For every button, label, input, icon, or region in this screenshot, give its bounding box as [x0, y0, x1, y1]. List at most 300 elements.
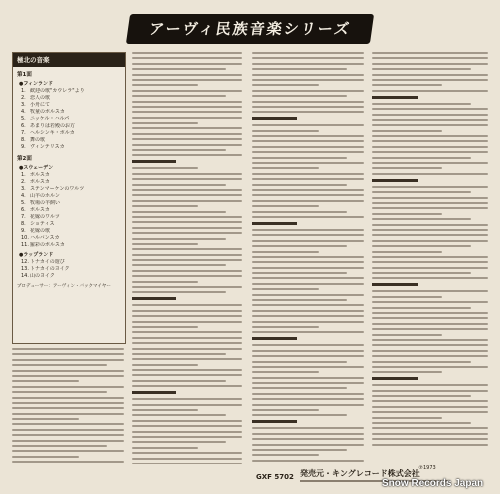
text-line — [252, 272, 347, 274]
track-title: 花嫁の歌 — [30, 228, 51, 234]
text-line — [252, 95, 347, 97]
text-line — [132, 95, 226, 97]
text-line — [132, 385, 242, 387]
side-label: 第1面 — [17, 72, 32, 78]
text-line — [372, 213, 442, 215]
seller-watermark: Snow Records Japan — [382, 478, 484, 489]
track-item — [21, 228, 125, 235]
text-line — [132, 211, 226, 213]
text-line — [132, 291, 226, 293]
text-line — [132, 321, 242, 323]
text-line — [132, 348, 242, 350]
track-item — [21, 235, 125, 242]
text-line — [372, 261, 488, 263]
track-number: 8. — [21, 137, 26, 143]
section-heading-mark — [372, 179, 418, 182]
text-line — [132, 138, 242, 140]
text-line — [132, 74, 242, 76]
text-line — [132, 436, 242, 438]
track-item — [21, 193, 125, 200]
text-line — [132, 441, 226, 443]
text-line — [372, 417, 442, 419]
text-line — [132, 63, 242, 65]
track-number: 9. — [21, 228, 26, 234]
text-line — [372, 162, 488, 164]
track-number: 4. — [21, 193, 26, 199]
text-line — [132, 248, 242, 250]
text-line — [372, 328, 488, 330]
notes-column-4 — [372, 52, 488, 448]
text-line — [132, 101, 242, 103]
text-line — [372, 277, 488, 279]
text-line — [252, 111, 364, 113]
text-line — [132, 122, 198, 124]
text-line — [132, 238, 226, 240]
text-line — [372, 218, 471, 220]
text-line — [12, 348, 124, 350]
text-line — [132, 409, 198, 411]
text-line — [252, 304, 364, 306]
text-line — [252, 283, 364, 285]
text-line — [252, 162, 364, 164]
track-item — [21, 214, 125, 221]
text-line — [132, 205, 198, 207]
text-line — [372, 296, 442, 298]
text-line — [372, 103, 471, 105]
text-line — [372, 334, 442, 336]
track-title: ポルスカ — [30, 179, 50, 185]
track-title: ショティス — [30, 221, 55, 227]
text-line — [12, 353, 124, 355]
track-title: ハルバンスカ — [30, 235, 60, 241]
track-item — [21, 109, 125, 116]
track-item — [21, 273, 125, 280]
text-line — [252, 344, 364, 346]
text-line — [132, 374, 242, 376]
text-line — [372, 344, 488, 346]
text-line — [132, 173, 242, 175]
track-item — [21, 207, 125, 214]
track-title: ニッケル・ハルパ — [30, 116, 70, 122]
text-line — [372, 146, 488, 148]
text-line — [252, 79, 364, 81]
track-number: 11. — [21, 242, 29, 248]
text-line — [12, 429, 124, 431]
track-number: 5. — [21, 200, 26, 206]
text-line — [372, 317, 488, 319]
section-heading-mark — [252, 420, 297, 423]
text-line — [132, 458, 242, 460]
text-line — [372, 63, 488, 65]
text-line — [372, 157, 471, 159]
track-number: 6. — [21, 207, 26, 213]
text-line — [372, 411, 488, 413]
track-number: 7. — [21, 130, 26, 136]
text-line — [252, 326, 319, 328]
text-line — [132, 127, 242, 129]
text-line — [252, 261, 364, 263]
track-item — [21, 123, 125, 130]
text-line — [132, 79, 242, 81]
text-line — [252, 194, 364, 196]
text-line — [252, 211, 347, 213]
text-line — [252, 393, 364, 395]
text-line — [372, 119, 488, 121]
track-number: 3. — [21, 102, 26, 108]
text-line — [132, 431, 242, 433]
text-line — [132, 133, 242, 135]
text-line — [12, 456, 79, 458]
text-line — [252, 205, 319, 207]
text-line — [12, 380, 79, 382]
track-number: 14. — [21, 273, 29, 279]
track-title: ヘルシンキ・ポルカ — [30, 130, 75, 136]
section-heading-mark — [372, 283, 418, 286]
text-line — [372, 197, 488, 199]
text-line — [372, 290, 488, 292]
track-title: ヴィンテリスカ — [30, 144, 65, 150]
text-line — [372, 301, 488, 303]
text-line — [372, 207, 488, 209]
track-item — [21, 259, 125, 266]
track-title: ポルスカ — [30, 172, 50, 178]
track-number: 8. — [21, 221, 26, 227]
text-line — [132, 184, 226, 186]
track-title: 山のヨイク — [30, 273, 55, 279]
text-line — [372, 79, 488, 81]
text-line — [12, 375, 124, 377]
text-line — [372, 371, 442, 373]
text-line — [252, 449, 347, 451]
text-line — [372, 84, 442, 86]
text-line — [12, 440, 124, 442]
producer-credit: プロデューサー：アーヴィン・バックマイヤー — [17, 284, 111, 289]
text-line — [252, 157, 347, 159]
text-line — [372, 307, 471, 309]
text-line — [132, 68, 226, 70]
series-title-banner: アーヴィ民族音楽シリーズ — [126, 14, 374, 44]
text-line — [132, 342, 242, 344]
text-line — [12, 418, 79, 420]
text-line — [252, 454, 319, 456]
section-heading-mark — [132, 160, 176, 163]
text-line — [252, 355, 364, 357]
text-line — [252, 299, 347, 301]
text-line — [132, 331, 242, 333]
track-title: トナカイの遊び — [30, 259, 65, 265]
text-line — [372, 350, 488, 352]
track-title: 山羊のホルン — [30, 193, 60, 199]
text-line — [252, 130, 319, 132]
text-line — [252, 240, 364, 242]
text-line — [372, 191, 471, 193]
text-line — [252, 101, 364, 103]
section-heading-mark — [372, 377, 418, 380]
track-item — [21, 266, 125, 273]
track-item — [21, 95, 125, 102]
track-item — [21, 200, 125, 207]
text-line — [372, 427, 488, 429]
text-line — [372, 74, 488, 76]
text-line — [132, 254, 242, 256]
text-line — [252, 433, 364, 435]
text-line — [132, 149, 226, 151]
text-line — [252, 444, 364, 446]
track-number: 2. — [21, 95, 26, 101]
text-line — [132, 286, 242, 288]
track-number: 1. — [21, 172, 26, 178]
text-line — [252, 63, 364, 65]
text-line — [132, 232, 242, 234]
text-line — [12, 391, 107, 393]
text-line — [372, 229, 488, 231]
tracklist-header: 極北の音楽 — [13, 53, 125, 67]
region-label: ●スウェーデン — [19, 165, 54, 171]
text-line — [372, 339, 488, 341]
track-title: 舞の歌 — [30, 137, 46, 143]
track-item — [21, 242, 125, 249]
track-number: 1. — [21, 88, 26, 94]
track-number: 2. — [21, 179, 26, 185]
text-line — [372, 124, 488, 126]
text-line — [252, 90, 364, 92]
text-line — [372, 57, 488, 59]
text-line — [372, 224, 488, 226]
text-line — [252, 178, 364, 180]
text-line — [132, 194, 242, 196]
text-line — [12, 402, 124, 404]
track-title: 花嫁のワルツ — [30, 214, 60, 220]
text-line — [372, 312, 488, 314]
track-item — [21, 102, 125, 109]
text-line — [252, 234, 364, 236]
text-line — [252, 387, 347, 389]
text-line — [132, 275, 242, 277]
text-line — [372, 395, 471, 397]
notes-column-3 — [252, 52, 364, 464]
text-line — [252, 409, 319, 411]
text-line — [132, 264, 226, 266]
text-line — [252, 106, 364, 108]
text-line — [252, 315, 364, 317]
text-line — [252, 404, 364, 406]
text-line — [252, 331, 364, 333]
track-number: 13. — [21, 266, 29, 272]
track-title: 歓迎の歌"カウレラ"より — [30, 88, 85, 94]
text-line — [252, 366, 364, 368]
text-line — [132, 154, 242, 156]
text-line — [132, 447, 198, 449]
text-line — [132, 353, 226, 355]
text-line — [252, 438, 364, 440]
text-line — [372, 245, 471, 247]
text-line — [132, 144, 242, 146]
text-line — [132, 315, 242, 317]
tracklist-box — [12, 52, 126, 344]
text-line — [252, 321, 364, 323]
text-line — [132, 369, 242, 371]
text-line — [372, 140, 488, 142]
text-line — [372, 251, 442, 253]
text-line — [12, 461, 124, 463]
text-line — [12, 434, 124, 436]
text-line — [12, 386, 124, 388]
text-line — [372, 323, 488, 325]
track-number: 5. — [21, 116, 26, 122]
text-line — [372, 400, 488, 402]
text-line — [252, 414, 347, 416]
text-line — [132, 310, 242, 312]
text-line — [132, 270, 242, 272]
track-item — [21, 130, 125, 137]
text-line — [132, 358, 242, 360]
text-line — [12, 407, 124, 409]
track-number: 10. — [21, 235, 29, 241]
text-line — [132, 326, 198, 328]
text-line — [372, 390, 488, 392]
text-line — [252, 151, 364, 153]
text-line — [372, 108, 488, 110]
notes-column-2 — [132, 52, 242, 464]
side-label: 第2面 — [17, 156, 32, 162]
text-line — [252, 256, 364, 258]
text-line — [132, 200, 242, 202]
text-line — [12, 364, 107, 366]
track-number: 7. — [21, 214, 26, 220]
text-line — [132, 380, 226, 382]
text-line — [252, 189, 364, 191]
text-line — [252, 460, 364, 462]
section-heading-mark — [372, 96, 418, 99]
track-item — [21, 137, 125, 144]
track-number: 4. — [21, 109, 26, 115]
text-line — [372, 384, 488, 386]
text-line — [252, 294, 364, 296]
text-line — [372, 135, 488, 137]
text-line — [132, 414, 226, 416]
text-line — [12, 397, 124, 399]
text-line — [372, 186, 488, 188]
text-line — [372, 256, 488, 258]
text-line — [252, 427, 364, 429]
text-line — [132, 106, 242, 108]
text-line — [252, 84, 319, 86]
region-label: ●ラップランド — [19, 252, 54, 258]
track-item — [21, 221, 125, 228]
text-line — [252, 267, 364, 269]
text-line — [132, 425, 242, 427]
section-heading-mark — [252, 117, 297, 120]
text-line — [132, 398, 242, 400]
track-number: 12. — [21, 259, 29, 265]
text-line — [132, 304, 242, 306]
text-line — [132, 227, 242, 229]
text-line — [372, 433, 488, 435]
text-line — [132, 57, 242, 59]
text-line — [132, 178, 242, 180]
region-label: ●フィンランド — [19, 81, 53, 87]
track-item — [21, 116, 125, 123]
text-line — [372, 173, 488, 175]
text-line — [252, 200, 364, 202]
track-item — [21, 179, 125, 186]
text-line — [252, 57, 364, 59]
text-line — [252, 361, 347, 363]
track-title: 小舟にて — [30, 102, 51, 108]
notes-column-left-lower — [12, 348, 124, 468]
text-line — [252, 229, 364, 231]
text-line — [132, 259, 242, 261]
text-line — [132, 90, 242, 92]
text-line — [252, 245, 347, 247]
track-title: ステンマーケンのワルツ — [30, 186, 85, 192]
text-line — [372, 151, 488, 153]
text-line — [372, 114, 488, 116]
text-line — [372, 406, 488, 408]
track-number: 6. — [21, 123, 26, 129]
text-line — [252, 167, 319, 169]
text-line — [252, 74, 364, 76]
text-line — [252, 382, 364, 384]
section-heading-mark — [132, 391, 176, 394]
text-line — [132, 221, 242, 223]
catalog-number: GXF 5702 — [256, 473, 294, 481]
text-line — [252, 277, 364, 279]
text-line — [252, 310, 364, 312]
track-title: 羅彩のポルスカ — [30, 242, 65, 248]
text-line — [12, 359, 124, 361]
text-line — [252, 398, 364, 400]
text-line — [372, 355, 488, 357]
track-item — [21, 144, 125, 151]
text-line — [252, 135, 364, 137]
section-heading-mark — [252, 337, 297, 340]
text-line — [132, 243, 198, 245]
text-line — [372, 444, 488, 446]
text-line — [372, 234, 488, 236]
text-line — [372, 52, 488, 54]
text-line — [12, 370, 124, 372]
text-line — [132, 452, 242, 454]
text-line — [132, 117, 242, 119]
text-line — [252, 350, 364, 352]
text-line — [132, 189, 242, 191]
text-line — [252, 251, 319, 253]
text-line — [132, 281, 198, 283]
text-line — [252, 216, 364, 218]
text-line — [132, 216, 242, 218]
text-line — [12, 450, 124, 452]
text-line — [132, 52, 242, 54]
text-line — [372, 272, 471, 274]
text-line — [252, 288, 319, 290]
track-number: 3. — [21, 186, 26, 192]
text-line — [372, 438, 488, 440]
text-line — [372, 90, 488, 92]
text-line — [132, 167, 198, 169]
text-line — [132, 420, 242, 422]
track-title: 恋人の歌 — [30, 95, 51, 101]
text-line — [132, 84, 198, 86]
text-line — [252, 140, 364, 142]
text-line — [252, 371, 319, 373]
text-line — [252, 52, 364, 54]
text-line — [372, 267, 488, 269]
text-line — [252, 124, 364, 126]
tracklist-body — [13, 70, 125, 280]
text-line — [372, 130, 442, 132]
text-line — [12, 413, 124, 415]
